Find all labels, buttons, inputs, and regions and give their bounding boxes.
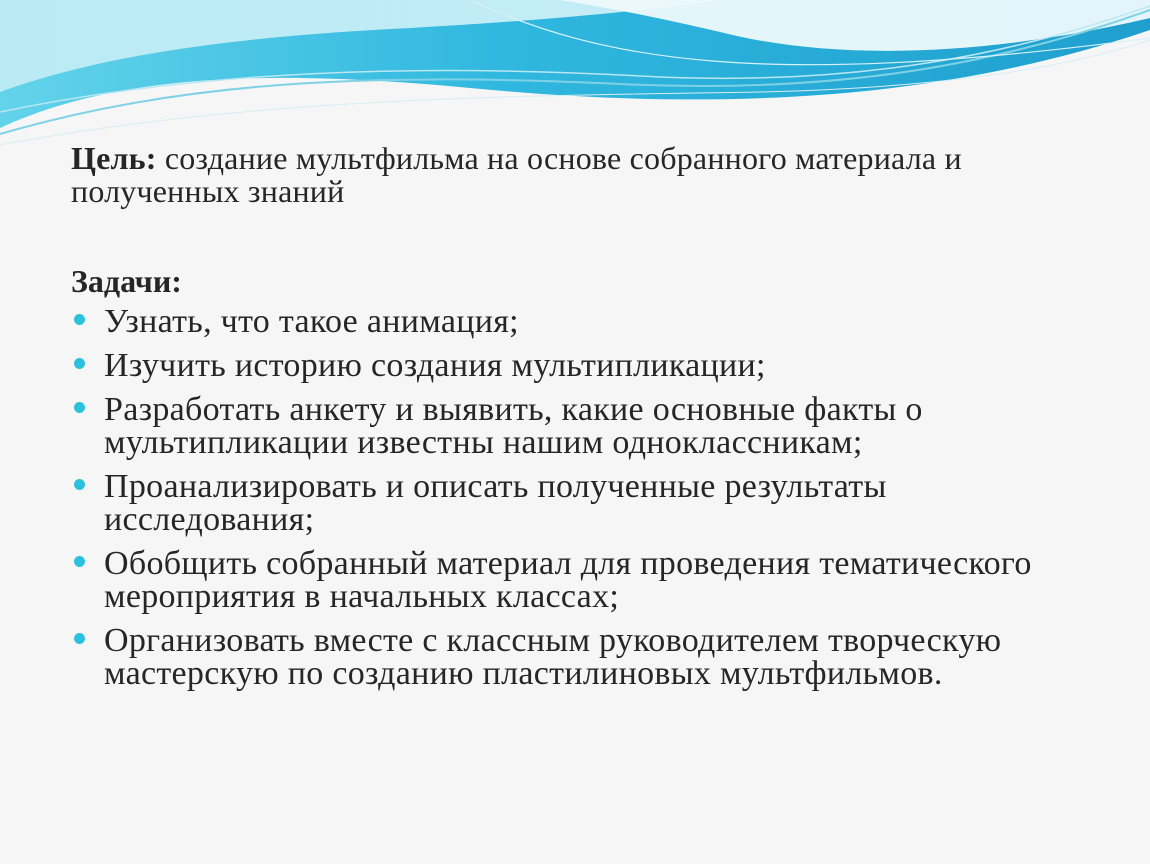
task-item bbox=[71, 624, 1081, 690]
task-item bbox=[71, 305, 1081, 338]
bullet-dot-icon bbox=[74, 556, 85, 567]
task-text: Разработать анкету и выявить, какие основные факты о мультипликации известны нашим одноклассникам; bbox=[104, 391, 923, 461]
task-text: Узнать, что такое анимация; bbox=[104, 303, 519, 340]
goal-label: Цель: bbox=[71, 140, 157, 176]
task-item bbox=[71, 470, 1081, 536]
wave-decoration bbox=[0, 0, 1150, 150]
task-item bbox=[71, 393, 1081, 459]
task-item bbox=[71, 547, 1081, 613]
slide-content bbox=[71, 142, 1081, 701]
task-item bbox=[71, 349, 1081, 382]
task-text: Проанализировать и описать полученные результаты исследования; bbox=[104, 468, 887, 538]
bullet-dot-icon bbox=[74, 633, 85, 644]
goal-text: создание мультфильма на основе собранного материала и полученных знаний bbox=[71, 140, 962, 209]
bullet-dot-icon bbox=[74, 402, 85, 413]
task-list bbox=[71, 305, 1081, 690]
task-text: Обобщить собранный материал для проведения тематического мероприятия в начальных классах; bbox=[104, 545, 1032, 615]
bullet-dot-icon bbox=[74, 479, 85, 490]
task-text: Изучить историю создания мультипликации; bbox=[104, 347, 766, 384]
task-text: Организовать вместе с классным руководителем творческую мастерскую по созданию пластилиновых мультфильмов. bbox=[104, 622, 1002, 692]
bullet-dot-icon bbox=[74, 358, 85, 369]
tasks-heading: Задачи: bbox=[71, 263, 182, 299]
goal-paragraph bbox=[71, 142, 1081, 208]
bullet-dot-icon bbox=[74, 314, 85, 325]
